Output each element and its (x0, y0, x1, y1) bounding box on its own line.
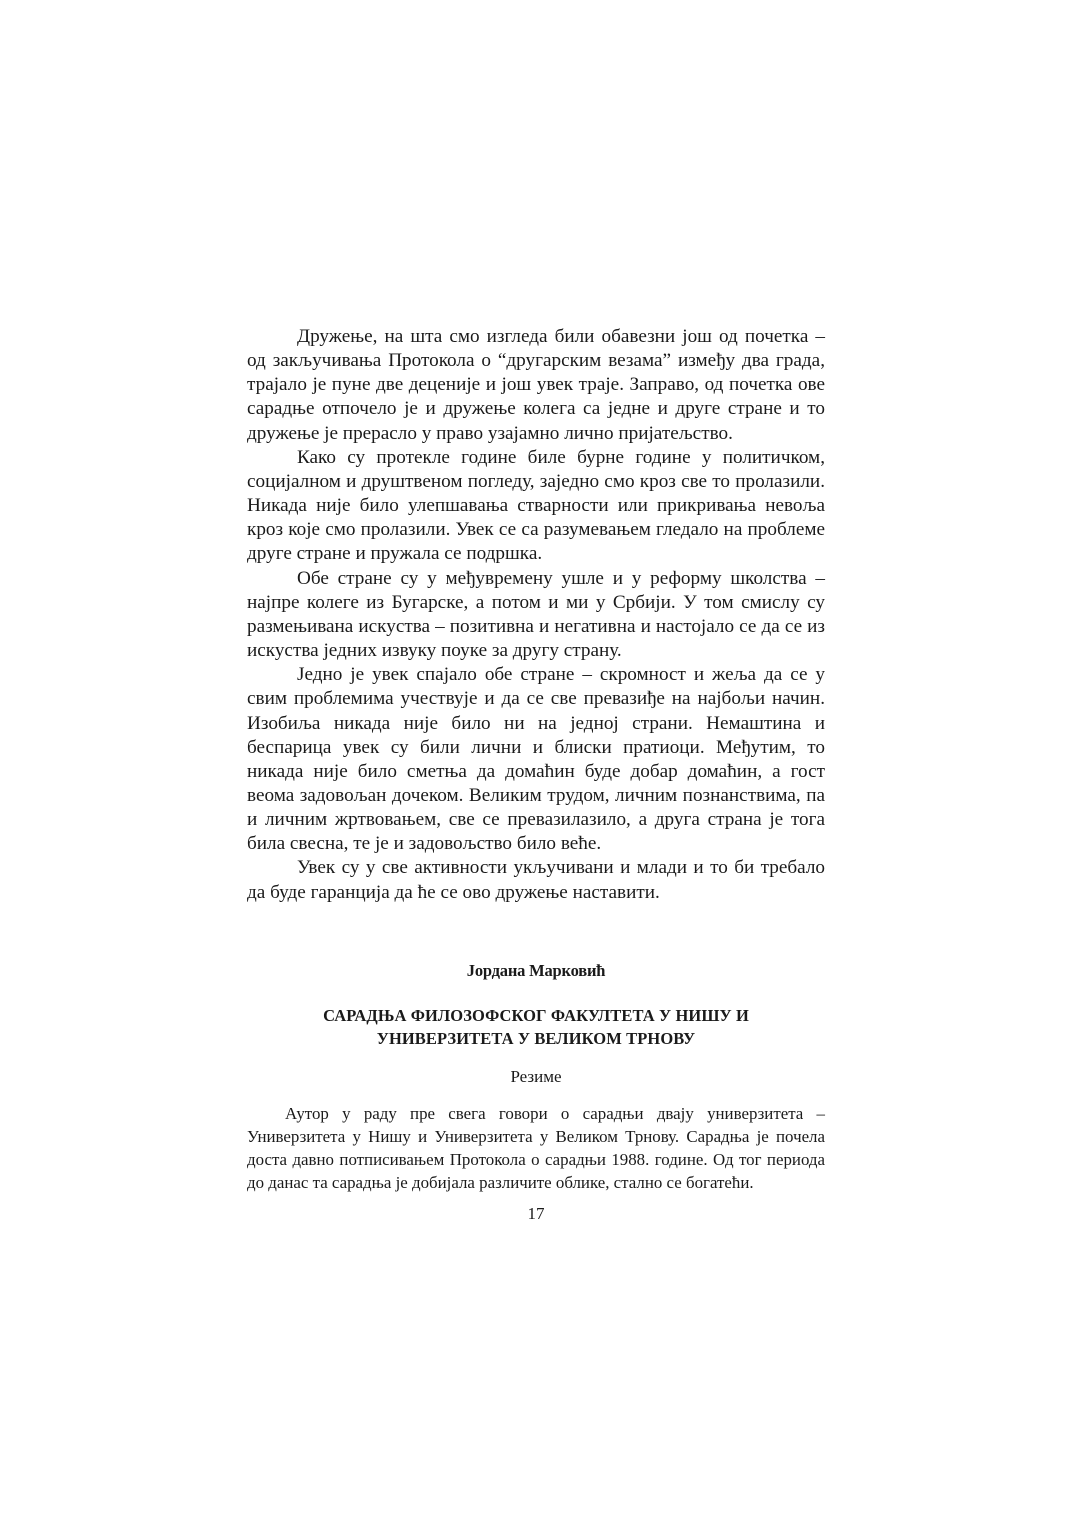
paragraph-school-reform: Обе стране су у међувремену ушле и у реформу школства – најпре колеге из Бугарске, а потом и ми у Србији. У том смислу су размењивана искуства – позитивна и негативна и настојало се да се из искуства једних извуку поуке за другу страну. (247, 567, 825, 662)
summary-text: Аутор у раду пре свега говори о сарадњи двају универзитета – Универзитета у Нишу и Универзитета у Великом Трнову. Сарадња је почела доста давно потписивањем Протокола о сарадњи 1988. године. Од тог периода до данас та сарадња је добијала различите облике, стално се богатећи. (247, 1104, 825, 1192)
paragraph-turbulent-years: Како су протекле године биле бурне године у политичком, социјалном и друштвеном погледу, заједно смо кроз све то пролазили. Никада није било улепшавања стварности или прикривања невоља кроз које смо пролазили. Увек се са разумевањем гледало на проблеме друге стране и пружала се подршка. (247, 446, 825, 565)
article-title (247, 1004, 825, 1050)
article-title-line-1: САРАДЊА ФИЛОЗОФСКОГ ФАКУЛТЕТА У НИШУ И (323, 1006, 749, 1025)
paragraph-youth: Увек су у све активности укључивани и млади и то би требало да буде гаранција да ће се ово дружење наставити. (247, 857, 825, 903)
author-name: Јордана Марковић (466, 961, 606, 980)
page-number: 17 (527, 1204, 545, 1223)
summary-heading: Резиме (510, 1067, 562, 1086)
paragraph-modesty: Једно је увек спајало обе стране – скромност и жеља да се у свим проблемима учествује и да се све превазиђе на најбољи начин. Изобиља никада није било ни на једној страни. Немаштина и беспарица увек су били лични и блиски пратиоци. Међутим, то никада није било сметња да домаћин буде добар домаћин, а гост веома задовољан дочеком. Великим трудом, личним познанствима, па и личним жртвовањем, све се превазилазило, а друга страна је тога била свесна, те је и задовољство било веће. (247, 664, 825, 855)
article-title-line-2: УНИВЕРЗИТЕТА У ВЕЛИКОМ ТРНОВУ (376, 1029, 696, 1048)
body-text (247, 325, 825, 905)
paragraph-socializing: Дружење, на шта смо изгледа били обавезни још од почетка – од закључивања Протокола о “другарским везама” између два града, трајало је пуне две деценије и још увек траје. Заправо, од почетка ове сарадње отпочело је и дружење колега са једне и друге стране и то дружење је прерасло у право узајамно лично пријатељство. (247, 326, 825, 444)
